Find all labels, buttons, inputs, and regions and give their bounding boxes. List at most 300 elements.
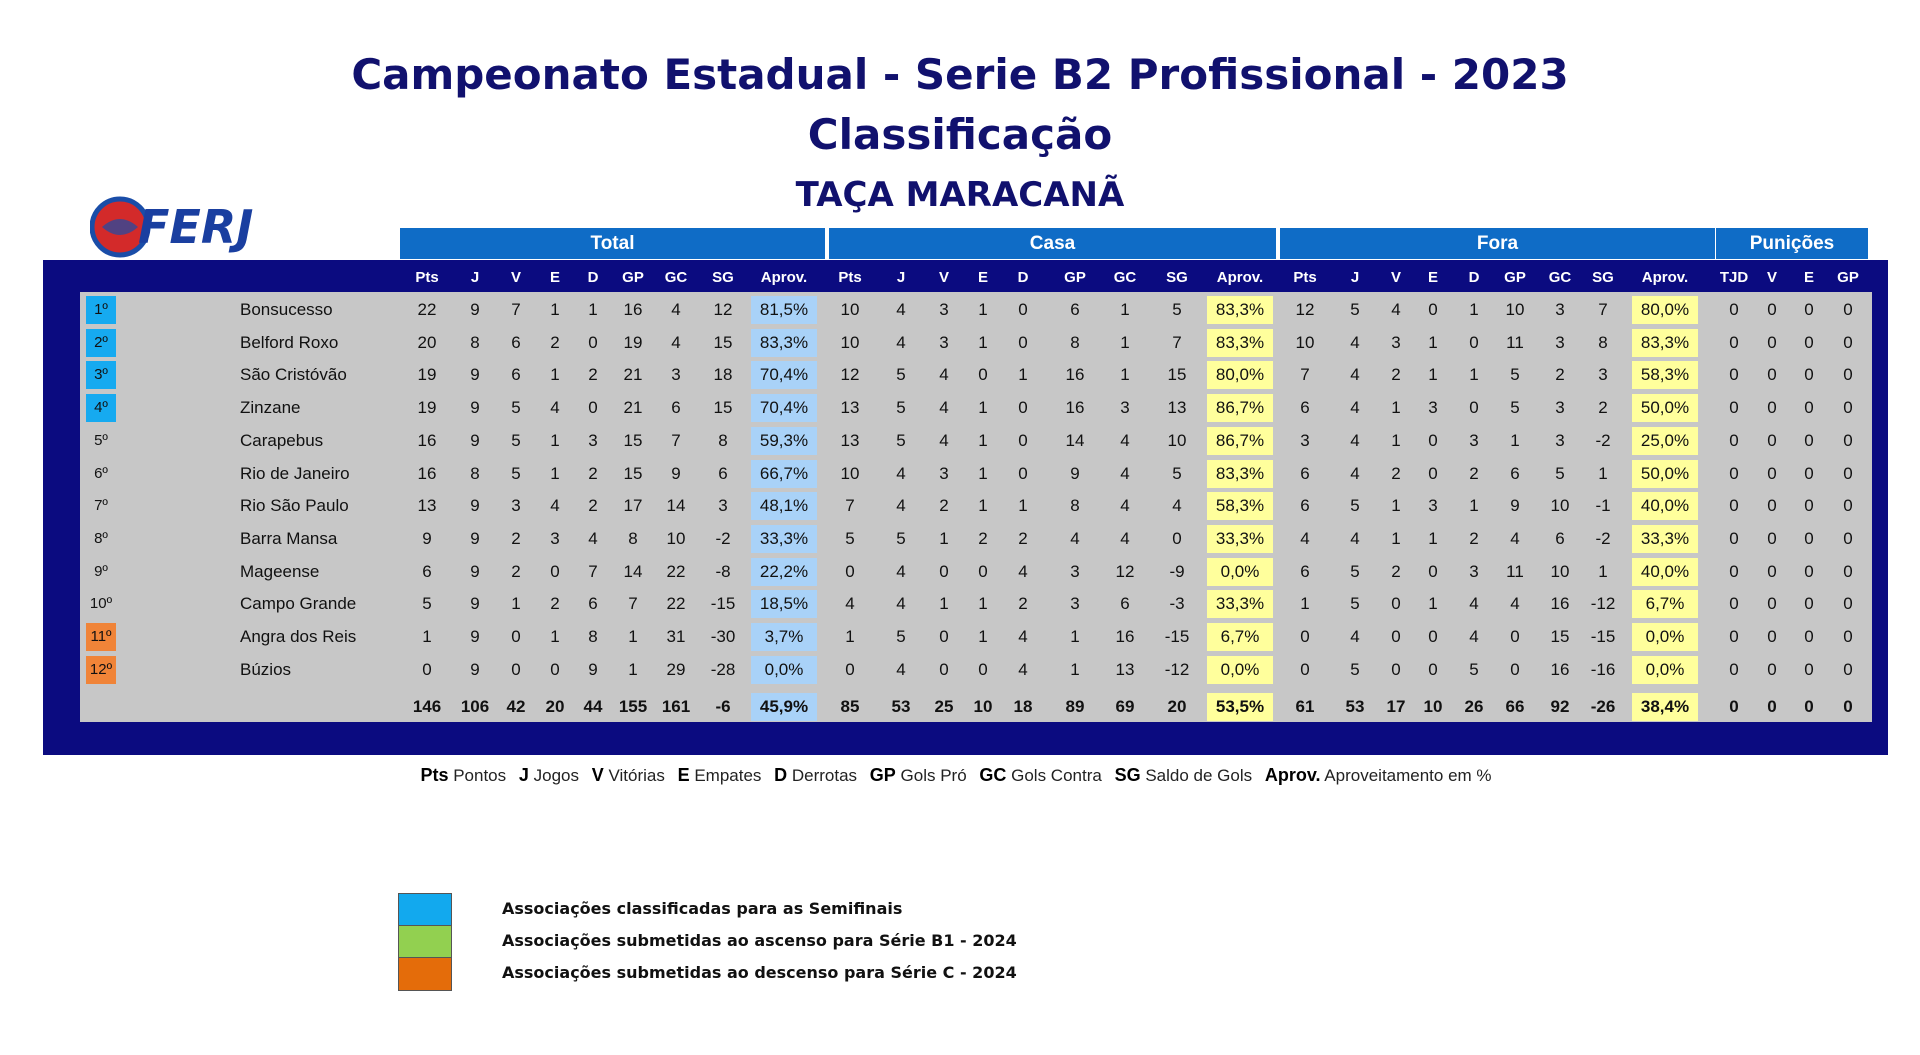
stat-cell: 86,7% [1207,394,1273,422]
stat-cell: 6 [1300,561,1310,581]
stat-cell: 3 [1469,430,1479,450]
stat-cell: 13 [840,430,860,450]
stat-cell: 0 [1804,561,1814,581]
stat-cell: 0 [1843,463,1853,483]
stat-cell: 0 [1428,659,1438,679]
stat-cell: 9 [470,627,480,646]
stat-cell: 1 [845,627,855,646]
abbrev-key: GP [869,765,896,785]
stat-cell: 1 [1469,496,1479,516]
stat-cell: 4 [1120,463,1130,483]
stat-cell: 9 [1510,496,1520,516]
stat-cell: 9 [470,430,480,450]
stat-cell: 16 [1065,398,1085,418]
stat-cell: 0 [1018,430,1028,450]
stat-cell: 3 [939,300,949,319]
group-header-punições: Punições [1716,228,1868,259]
stat-cell: 3 [671,365,681,385]
stat-cell: 9 [470,365,480,385]
abbrev-key: SG [1114,765,1141,785]
total-cell: 66 [1505,697,1525,716]
position-badge: 6º [86,460,116,488]
stat-cell: 6 [1300,463,1310,483]
team-name: Rio São Paulo [240,496,349,516]
stat-cell: 83,3% [1207,296,1273,324]
stat-cell: 0 [1729,528,1739,548]
stat-cell: 4 [896,594,906,614]
stat-cell: 0,0% [1632,656,1698,684]
stat-cell: 5 [845,528,855,548]
total-cell: 61 [1295,697,1315,716]
stat-cell: 0 [939,659,949,679]
stat-cell: 33,3% [751,525,817,553]
stat-cell: 13 [1167,398,1187,418]
stat-cell: 7 [1598,300,1608,319]
stat-cell: 0 [588,332,598,352]
stat-cell: 10 [1550,496,1570,516]
stat-cell: 18,5% [751,590,817,618]
stat-cell: 0 [1804,430,1814,450]
stat-cell: 0 [1729,332,1739,352]
stat-cell: 4 [1120,496,1130,516]
totals-row [80,690,1872,721]
total-cell: 0 [1729,697,1739,716]
total-cell: 45,9% [751,693,817,721]
abbrev-value: Pontos [453,766,511,785]
stat-cell: 9 [1070,463,1080,483]
stat-cell: 22 [666,594,686,614]
col-header: Pts [415,269,439,286]
stat-cell: 1 [978,463,988,483]
stat-cell: 4 [1510,594,1520,614]
stat-cell: 1 [1120,365,1130,385]
stat-cell: 1 [978,430,988,450]
stat-cell: 8 [1598,332,1608,352]
stat-cell: 8 [1070,332,1080,352]
col-header: D [587,269,599,286]
stat-cell: 0,0% [1207,656,1273,684]
stat-cell: 0 [939,627,949,646]
stat-cell: 4 [1120,430,1130,450]
stat-cell: 1 [1469,365,1479,385]
col-header: GP [1504,269,1526,286]
col-header: Aprov. [1641,269,1689,286]
stat-cell: 5 [1350,594,1360,614]
stat-cell: 16 [623,300,643,319]
stat-cell: 0 [1729,463,1739,483]
stat-cell: -15 [1164,627,1190,646]
stat-cell: 4 [896,463,906,483]
stat-cell: 0 [978,365,988,385]
total-cell: 0 [1843,697,1853,716]
stat-cell: 1 [1428,332,1438,352]
col-header: V [510,269,521,286]
team-name: Carapebus [240,430,324,450]
total-cell: 44 [583,697,603,716]
stat-cell: 5 [1350,300,1360,319]
stat-cell: 8 [1070,496,1080,516]
stat-cell: 11 [1506,332,1524,352]
abbrev-value: Saldo de Gols [1145,766,1257,785]
abbrev-value: Jogos [533,766,584,785]
stat-cell: 4 [1350,332,1360,352]
stat-cell: 10 [1167,430,1187,450]
stat-cell: 4 [1120,528,1130,548]
team-name: Búzios [240,659,292,679]
col-header: J [896,269,906,286]
stat-cell: 2 [588,365,598,385]
stat-cell: 1 [1428,528,1438,548]
stat-cell: 5 [896,430,906,450]
stat-cell: 5 [896,528,906,548]
stat-cell: 0 [1767,365,1777,385]
stat-cell: 5 [511,463,521,483]
stat-cell: 40,0% [1632,558,1698,586]
stat-cell: 0 [1428,463,1438,483]
stat-cell: 2 [511,528,521,548]
legend-text: Associações submetidas ao ascenso para Série B1 - 2024 [502,931,1017,950]
stat-cell: 9 [470,496,480,516]
stat-cell: 5 [896,398,906,418]
stat-cell: 0 [1767,398,1777,418]
team-name: Campo Grande [240,594,357,614]
stat-cell: 12 [840,365,860,385]
stat-cell: 9 [470,398,480,418]
stat-cell: 0 [1428,561,1438,581]
position-badge: 9º [86,558,116,586]
stat-cell: 0 [1729,627,1739,646]
stat-cell: 2 [1598,398,1608,418]
stat-cell: 9 [470,561,480,581]
stat-cell: 0 [1767,627,1777,646]
stat-cell: 1 [1120,332,1130,352]
position-badge: 8º [86,525,116,553]
total-cell: 25 [934,697,954,716]
stat-cell: 9 [671,463,681,483]
stat-cell: 0 [1767,430,1777,450]
stat-cell: 0 [550,659,560,679]
stat-cell: 4 [1391,300,1401,319]
stat-cell: 0 [1767,332,1777,352]
total-cell: 20 [545,697,565,716]
abbrev-key: Aprov. [1264,765,1321,785]
stat-cell: 20 [417,332,437,352]
group-header-casa: Casa [829,228,1276,259]
table-row [80,587,1872,618]
stat-cell: 0 [1300,627,1310,646]
stat-cell: 1 [550,300,560,319]
col-header: GP [622,269,644,286]
stat-cell: 0 [1018,332,1028,352]
stat-cell: 0 [1729,365,1739,385]
stat-cell: 5 [511,430,521,450]
stat-cell: 31 [666,627,686,646]
position-badge: 1º [86,296,116,324]
total-cell: 20 [1167,697,1187,716]
stat-cell: 3 [550,528,560,548]
stat-cell: 4 [1350,528,1360,548]
stat-cell: 0 [1172,528,1182,548]
abbrev-key: J [518,765,529,785]
stat-cell: 9 [470,594,480,614]
stat-cell: 1 [511,594,521,614]
stat-cell: 1 [1300,594,1310,614]
stat-cell: 2 [550,332,560,352]
stat-cell: 0 [1729,594,1739,614]
stat-cell: 0 [1767,463,1777,483]
stat-cell: 9 [470,300,480,319]
stat-cell: 1 [978,594,988,614]
stat-cell: 1 [1120,300,1130,319]
stat-cell: 22 [417,300,437,319]
stat-cell: 2 [1018,594,1028,614]
stat-cell: 33,3% [1207,525,1273,553]
stat-cell: 0 [1729,659,1739,679]
stat-cell: 0 [422,659,432,679]
stat-cell: 5 [1172,300,1182,319]
stat-cell: 6 [511,365,521,385]
stat-cell: 1 [1018,365,1028,385]
stat-cell: 16 [417,463,437,483]
stat-cell: 1 [1391,496,1401,516]
table-row [80,326,1872,357]
stat-cell: 3 [718,496,728,516]
stat-cell: 40,0% [1632,492,1698,520]
stat-cell: 1 [1510,430,1520,450]
col-header: J [1350,269,1360,286]
stat-cell: 0 [1804,659,1814,679]
stat-cell: 0 [1428,300,1438,319]
col-header: V [1766,269,1777,286]
stat-cell: 1 [1070,659,1080,679]
stat-cell: 0 [1804,528,1814,548]
stat-cell: 6,7% [1207,623,1273,651]
stat-cell: 10 [840,332,860,352]
stat-cell: 18 [713,365,733,385]
stat-cell: 3 [588,430,598,450]
stat-cell: 0 [1391,659,1401,679]
stat-cell: 1 [1598,561,1608,581]
col-header: GC [664,269,688,286]
stat-cell: 3 [939,463,949,483]
col-header: Pts [838,269,862,286]
stat-cell: 0 [978,659,988,679]
stat-cell: 5 [1555,463,1565,483]
stat-cell: 0 [1843,496,1853,516]
stat-cell: 4 [939,398,949,418]
stat-cell: 2 [1018,528,1028,548]
stat-cell: 66,7% [751,460,817,488]
stat-cell: 3 [1070,561,1080,581]
table-row [80,424,1872,455]
stat-cell: 4 [588,528,598,548]
stat-cell: 10 [1295,332,1315,352]
stat-cell: 1 [1070,627,1080,646]
stat-cell: 14 [1065,430,1085,450]
stat-cell: 0,0% [1632,623,1698,651]
position-badge: 10º [86,590,116,618]
stat-cell: 21 [623,398,643,418]
position-badge: 3º [86,361,116,389]
col-header: E [1427,269,1438,286]
col-header: E [977,269,988,286]
stat-cell: 83,3% [1207,460,1273,488]
stat-cell: 1 [978,332,988,352]
stat-cell: 3 [1555,398,1565,418]
abbrev-key: E [677,765,690,785]
stat-cell: 4 [1350,365,1360,385]
stat-cell: 0 [1804,496,1814,516]
stat-cell: 0 [1767,496,1777,516]
stat-cell: 5 [1510,398,1520,418]
total-cell: 42 [506,697,526,716]
stat-cell: 0,0% [751,656,817,684]
stat-cell: -15 [1590,627,1616,646]
table-row [80,391,1872,422]
stat-cell: 25,0% [1632,427,1698,455]
stat-cell: 19 [417,398,437,418]
stat-cell: 4 [1172,496,1182,516]
stat-cell: 2 [1391,561,1401,581]
table-row [80,620,1872,651]
stat-cell: 6,7% [1632,590,1698,618]
total-cell: 53 [1345,697,1365,716]
stat-cell: -2 [1595,528,1611,548]
stat-cell: 1 [1391,430,1401,450]
stat-cell: 0 [1729,398,1739,418]
stat-cell: 50,0% [1632,460,1698,488]
stat-cell: 0 [1469,332,1479,352]
total-cell: 89 [1065,697,1085,716]
stat-cell: 0 [1804,463,1814,483]
stat-cell: 7 [1300,365,1310,385]
stat-cell: 10 [1505,300,1525,319]
legend-text: Associações submetidas ao descenso para Série C - 2024 [502,963,1017,982]
stat-cell: 0 [1018,463,1028,483]
stat-cell: 14 [623,561,643,581]
stat-cell: 13 [840,398,860,418]
col-header: Pts [1293,269,1317,286]
total-cell: 10 [973,697,993,716]
stat-cell: 3 [1598,365,1608,385]
stat-cell: 1 [978,300,988,319]
stat-cell: 83,3% [751,329,817,357]
col-header: GC [1113,269,1137,286]
stat-cell: 0 [1804,594,1814,614]
stat-cell: -1 [1595,496,1611,516]
stat-cell: 4 [939,430,949,450]
stat-cell: 1 [1598,463,1608,483]
stat-cell: -3 [1169,594,1185,614]
stat-cell: 4 [550,496,560,516]
total-cell: 85 [840,697,860,716]
col-header: SG [1592,269,1614,286]
stat-cell: 0 [1729,430,1739,450]
stat-cell: 10 [666,528,686,548]
stat-cell: 0 [1843,398,1853,418]
stat-cell: 15 [713,398,733,418]
stat-cell: 2 [588,463,598,483]
col-header: D [1468,269,1480,286]
team-name: Angra dos Reis [240,627,357,646]
stat-cell: 4 [896,496,906,516]
stat-cell: -8 [715,561,731,581]
abbrev-key: V [591,765,604,785]
abbrev-value: Gols Pró [900,766,972,785]
stat-cell: 0 [511,659,521,679]
stat-cell: 5 [1469,659,1479,679]
stat-cell: 6 [422,561,432,581]
stat-cell: 5 [896,365,906,385]
ferj-logo [90,193,310,261]
stat-cell: 5 [422,594,432,614]
stat-cell: 4 [896,332,906,352]
stat-cell: 0 [1804,300,1814,319]
stat-cell: 5 [1172,463,1182,483]
group-header-fora: Fora [1280,228,1715,259]
total-cell: 106 [460,697,490,716]
stat-cell: 5 [1510,365,1520,385]
stat-cell: 3 [1391,332,1401,352]
stat-cell: 12 [1295,300,1315,319]
stat-cell: 4 [671,332,681,352]
stat-cell: -9 [1169,561,1185,581]
stat-cell: 6 [718,463,728,483]
stat-cell: 7 [628,594,638,614]
team-name: Rio de Janeiro [240,463,350,483]
stat-cell: 7 [1172,332,1182,352]
total-cell: 18 [1013,697,1033,716]
stat-cell: 4 [1469,594,1479,614]
total-cell: 155 [618,697,648,716]
stat-cell: 1 [1428,594,1438,614]
stat-cell: 83,3% [1207,329,1273,357]
stat-cell: 11 [1506,561,1524,581]
stat-cell: 7 [588,561,598,581]
stat-cell: 0 [1391,627,1401,646]
team-name: São Cristóvão [240,365,347,385]
group-header-total: Total [400,228,825,259]
stat-cell: 15 [623,430,643,450]
col-header: J [470,269,480,286]
stat-cell: -12 [1164,659,1190,679]
stat-cell: 1 [1428,365,1438,385]
stat-cell: 0 [1428,627,1438,646]
stat-cell: 16 [1115,627,1135,646]
stat-cell: 0 [1767,594,1777,614]
table-row [80,358,1872,389]
stat-cell: 0 [1767,561,1777,581]
stat-cell: 5 [511,398,521,418]
stat-cell: 1 [939,528,949,548]
stat-cell: 0 [1843,365,1853,385]
stat-cell: 33,3% [1632,525,1698,553]
stat-cell: 0 [1469,398,1479,418]
col-header: TJD [1719,269,1749,286]
col-header: GP [1064,269,1086,286]
stat-cell: 15 [623,463,643,483]
stat-cell: 3 [1120,398,1130,418]
col-header: E [549,269,560,286]
stat-cell: 4 [845,594,855,614]
stat-cell: 0 [511,627,521,646]
total-cell: 10 [1423,697,1443,716]
stat-cell: 14 [666,496,686,516]
stat-cell: 0 [1843,300,1853,319]
stat-cell: 0 [1767,528,1777,548]
col-header: SG [712,269,734,286]
stat-cell: 0 [1804,365,1814,385]
